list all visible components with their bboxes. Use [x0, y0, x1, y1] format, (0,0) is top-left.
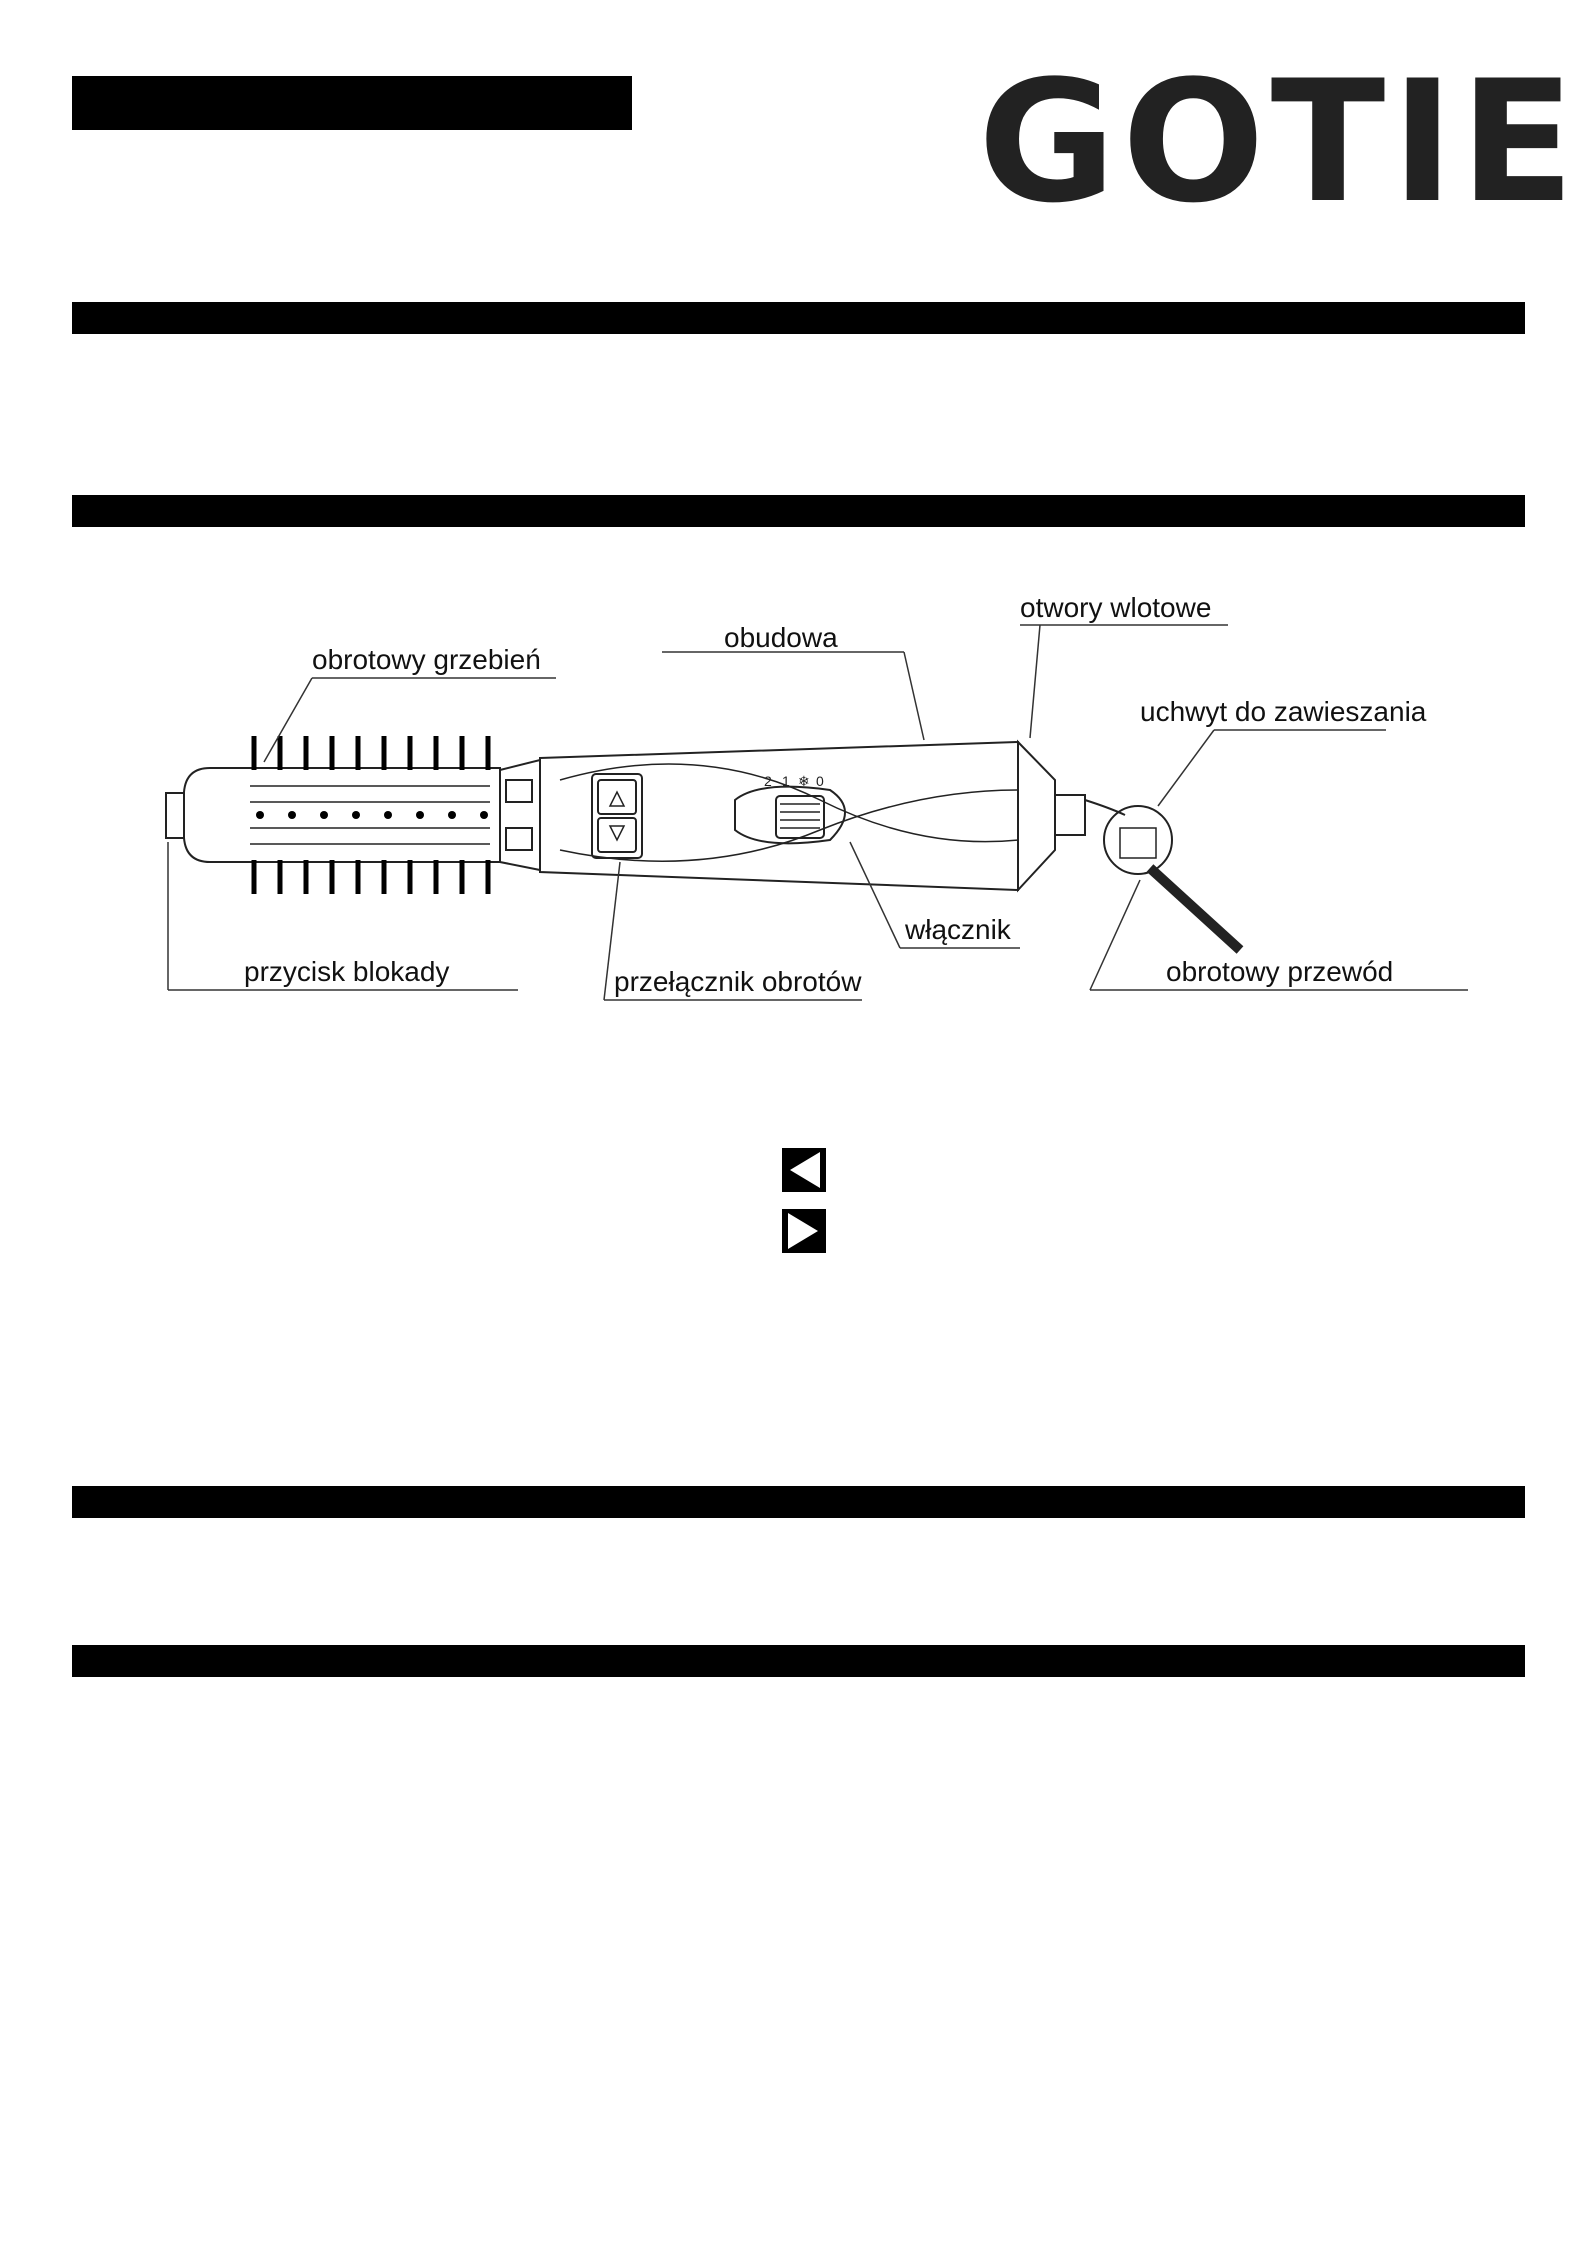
label-switch: włącznik [905, 914, 1011, 945]
left-triangle-icon [782, 1148, 826, 1192]
label-rotating-comb: obrotowy grzebień [312, 644, 541, 675]
label-swivel-cord: obrotowy przewód [1166, 956, 1394, 987]
svg-text:❄: ❄ [798, 773, 810, 789]
brand-logo: GOTIE [978, 44, 1581, 240]
handle-housing [540, 742, 1018, 890]
svg-text:2: 2 [764, 773, 772, 789]
svg-text:1: 1 [782, 773, 790, 789]
right-triangle-icon [782, 1209, 826, 1253]
label-lock-button: przycisk blokady [244, 956, 450, 987]
label-air-inlets: otwory wlotowe [1020, 592, 1212, 623]
label-housing: obudowa [724, 622, 838, 653]
label-hanging-loop: uchwyt do zawieszania [1140, 696, 1427, 727]
svg-text:0: 0 [816, 773, 824, 789]
label-rotation-switch: przełącznik obrotów [614, 966, 862, 997]
lock-button-cap [166, 793, 184, 838]
